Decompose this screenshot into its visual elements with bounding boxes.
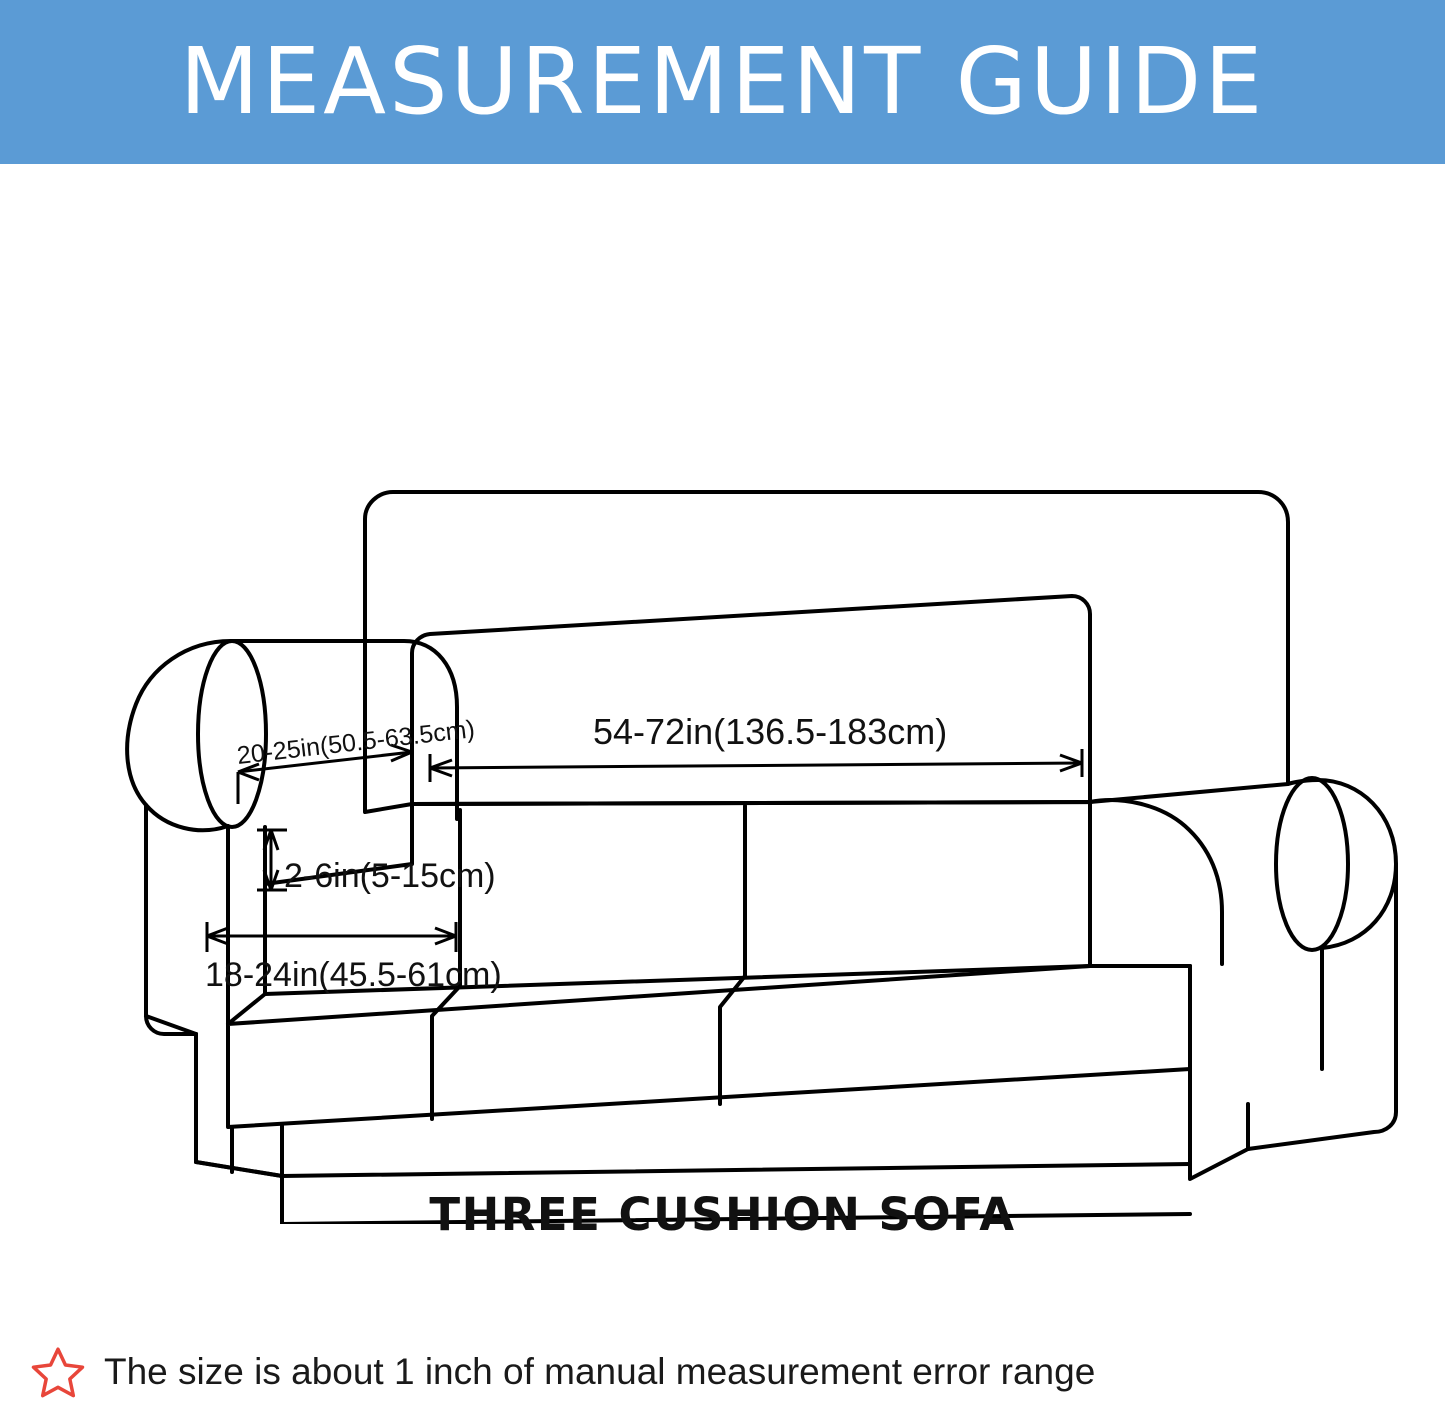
right-arm-scroll-outer: [1288, 780, 1396, 948]
cushion-front-seam-2: [720, 976, 745, 1104]
left-arm-front-bottom: [196, 1034, 282, 1176]
label-seat-depth: 18-24in(45.5-61cm): [205, 956, 502, 994]
dimension-seat-depth: [207, 922, 456, 952]
right-arm-inner: [1090, 800, 1222, 964]
seat-width-line: [430, 763, 1082, 768]
base-left: [196, 1124, 282, 1176]
sofa-diagram-svg: [0, 164, 1445, 1224]
base-right-corner: [1190, 1149, 1248, 1179]
left-arm-outer-side: [146, 805, 196, 1034]
header-banner: [0, 0, 1445, 164]
label-cushion-thickness: 2-6in(5-15cm): [284, 857, 496, 895]
right-arm-scroll-inner: [1276, 778, 1348, 950]
label-arm-height: 20-25in(50.5-63.5cm): [235, 715, 477, 770]
footer-note-text: The size is about 1 inch of manual measurement error range: [104, 1351, 1096, 1392]
label-seat-width: 54-72in(136.5-183cm): [593, 711, 948, 752]
dimension-seat-width: [430, 749, 1082, 782]
diagram-caption: THREE CUSHION SOFA: [429, 1188, 1016, 1241]
left-arm-scroll-inner: [198, 641, 266, 827]
footer-note: [0, 1330, 1445, 1414]
page-title: MEASUREMENT GUIDE: [179, 28, 1266, 135]
cushion-front-seam-1: [432, 986, 460, 1119]
base-front-top: [282, 1164, 1190, 1176]
sofa-diagram: [0, 164, 1445, 1224]
star-icon: [30, 1344, 86, 1400]
left-arm-scroll-outer: [127, 641, 231, 830]
cushion-left-bevel: [228, 994, 265, 1024]
